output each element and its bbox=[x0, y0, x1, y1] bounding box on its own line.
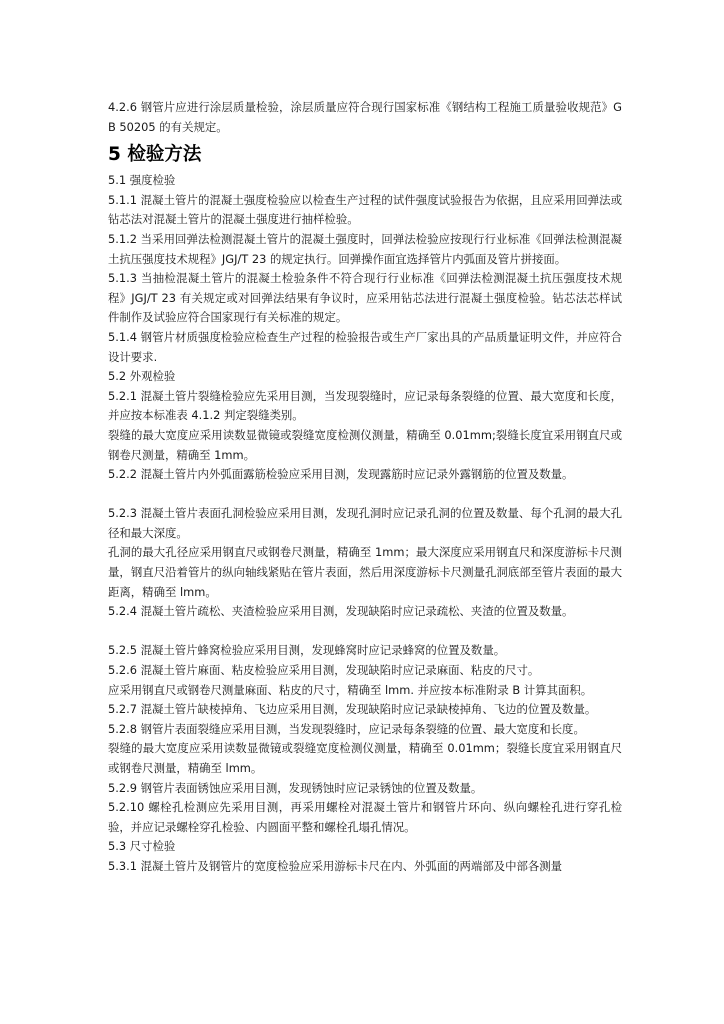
paragraph: 5.3.1 混凝土管片及钢管片的宽度检验应采用游标卡尺在内、外弧面的两端部及中部各测量 bbox=[108, 858, 563, 873]
paragraph: 5.2.10 螺栓孔检测应先采用目测，再采用螺栓对混凝土管片和钢管片环向、纵向螺栓孔进行穿孔检验，并应记录螺栓穿孔检验、内圆面平整和螺栓孔塌孔情况。 bbox=[108, 800, 622, 834]
paragraph: 4.2.6 钢管片应进行涂层质量检验，涂层质量应符合现行国家标准《钢结构工程施工质量验收规范》GB 50205 的有关规定。 bbox=[108, 100, 622, 134]
paragraph: 5.2.7 混凝土管片缺棱掉角、飞边应采用目测，发现缺陷时应记录缺棱掉角、飞边的位置及数量。 bbox=[108, 702, 597, 717]
paragraph: 裂缝的最大宽度应采用读数显微镜或裂缝宽度检测仪测量，精确至 0.01mm；裂缝长度宜采用钢直尺或钢卷尺测量，精确至 lmm。 bbox=[108, 741, 622, 775]
paragraph: 5.2.3 混凝土管片表面孔洞检验应采用目测，发现孔洞时应记录孔洞的位置及数量、每个孔洞的最大孔径和最大深度。 bbox=[108, 506, 622, 540]
section-heading: 5 检验方法 bbox=[108, 144, 202, 166]
paragraph: 5.1.4 钢管片材质强度检验应检查生产过程的检验报告或生产厂家出具的产品质量证明文件，并应符合设计要求. bbox=[108, 329, 622, 364]
paragraph: 孔洞的最大孔径应采用钢直尺或钢卷尺测量，精确至 1mm；最大深度应采用钢直尺和深度游标卡尺测量，钢直尺沿着管片的纵向轴线紧贴在管片表面，然后用深度游标卡尺测量孔洞底部至管片表面的最大距离，精确至 lmm。 bbox=[108, 545, 622, 599]
paragraph: 5.2.5 混凝土管片蜂窝检验应采用目测，发现蜂窝时应记录蜂窝的位置及数量。 bbox=[108, 643, 506, 658]
paragraph: 5.1.3 当抽检混凝土管片的混凝土检验条件不符合现行行业标准《回弹法检测混凝土抗压强度技术规程》JGJ/T 23 有关规定或对回弹法结果有争议时，应采用钻芯法进行混凝土强度检验。钻芯法芯样试件制作及试验应符合国家现行有关标准的规定。 bbox=[108, 271, 622, 325]
paragraph: 5.2.1 混凝土管片裂缝检验应先采用目测，当发现裂缝时，应记录每条裂缝的位置、最大宽度和长度，并应按本标准表 4.1.2 判定裂缝类别。 bbox=[108, 388, 622, 423]
paragraph: 应采用钢直尺或钢卷尺测量麻面、粘皮的尺寸，精确至 lmm. 并应按本标准附录 B 计算其面积。 bbox=[108, 682, 593, 697]
paragraph: 5.2 外观检验 bbox=[108, 369, 176, 384]
document-page bbox=[108, 98, 622, 877]
paragraph: 5.2.9 钢管片表面锈蚀应采用目测，发现锈蚀时应记录锈蚀的位置及数量。 bbox=[108, 780, 483, 795]
paragraph: 5.2.4 混凝土管片疏松、夹渣检验应采用目测，发现缺陷时应记录疏松、夹渣的位置及数量。 bbox=[108, 604, 574, 619]
paragraph: 5.2.6 混凝土管片麻面、粘皮检验应采用目测，发现缺陷时应记录麻面、粘皮的尺寸。 bbox=[108, 663, 540, 678]
blank-line bbox=[108, 622, 622, 642]
paragraph: 5.2.8 钢管片表面裂缝应采用目测，当发现裂缝时，应记录每条裂缝的位置、最大宽度和长度。 bbox=[108, 721, 585, 736]
paragraph: 5.1.2 当采用回弹法检测混凝土管片的混凝土强度时，回弹法检验应按现行行业标准《回弹法检测混凝土抗压强度技术规程》JGJ/T 23 的规定执行。回弹操作面宜选择管片内弧面及管片拼接面。 bbox=[108, 231, 622, 266]
paragraph: 5.2.2 混凝土管片内外弧面露筋检验应采用目测，发现露筋时应记录外露钢筋的位置及数量。 bbox=[108, 467, 574, 482]
blank-line bbox=[108, 485, 622, 505]
paragraph: 5.1 强度检验 bbox=[108, 173, 176, 188]
paragraph: 5.1.1 混凝土管片的混凝土强度检验应以检查生产过程的试件强度试验报告为依据，且应采用回弹法或钻芯法对混凝土管片的混凝土强度进行抽样检验。 bbox=[108, 192, 622, 227]
paragraph: 裂缝的最大宽度应采用读数显微镜或裂缝宽度检测仪测量，精确至 0.01mm;裂缝长度宜采用钢直尺或钢卷尺测量，精确至 1mm。 bbox=[108, 427, 622, 462]
paragraph: 5.3 尺寸检验 bbox=[108, 839, 176, 854]
